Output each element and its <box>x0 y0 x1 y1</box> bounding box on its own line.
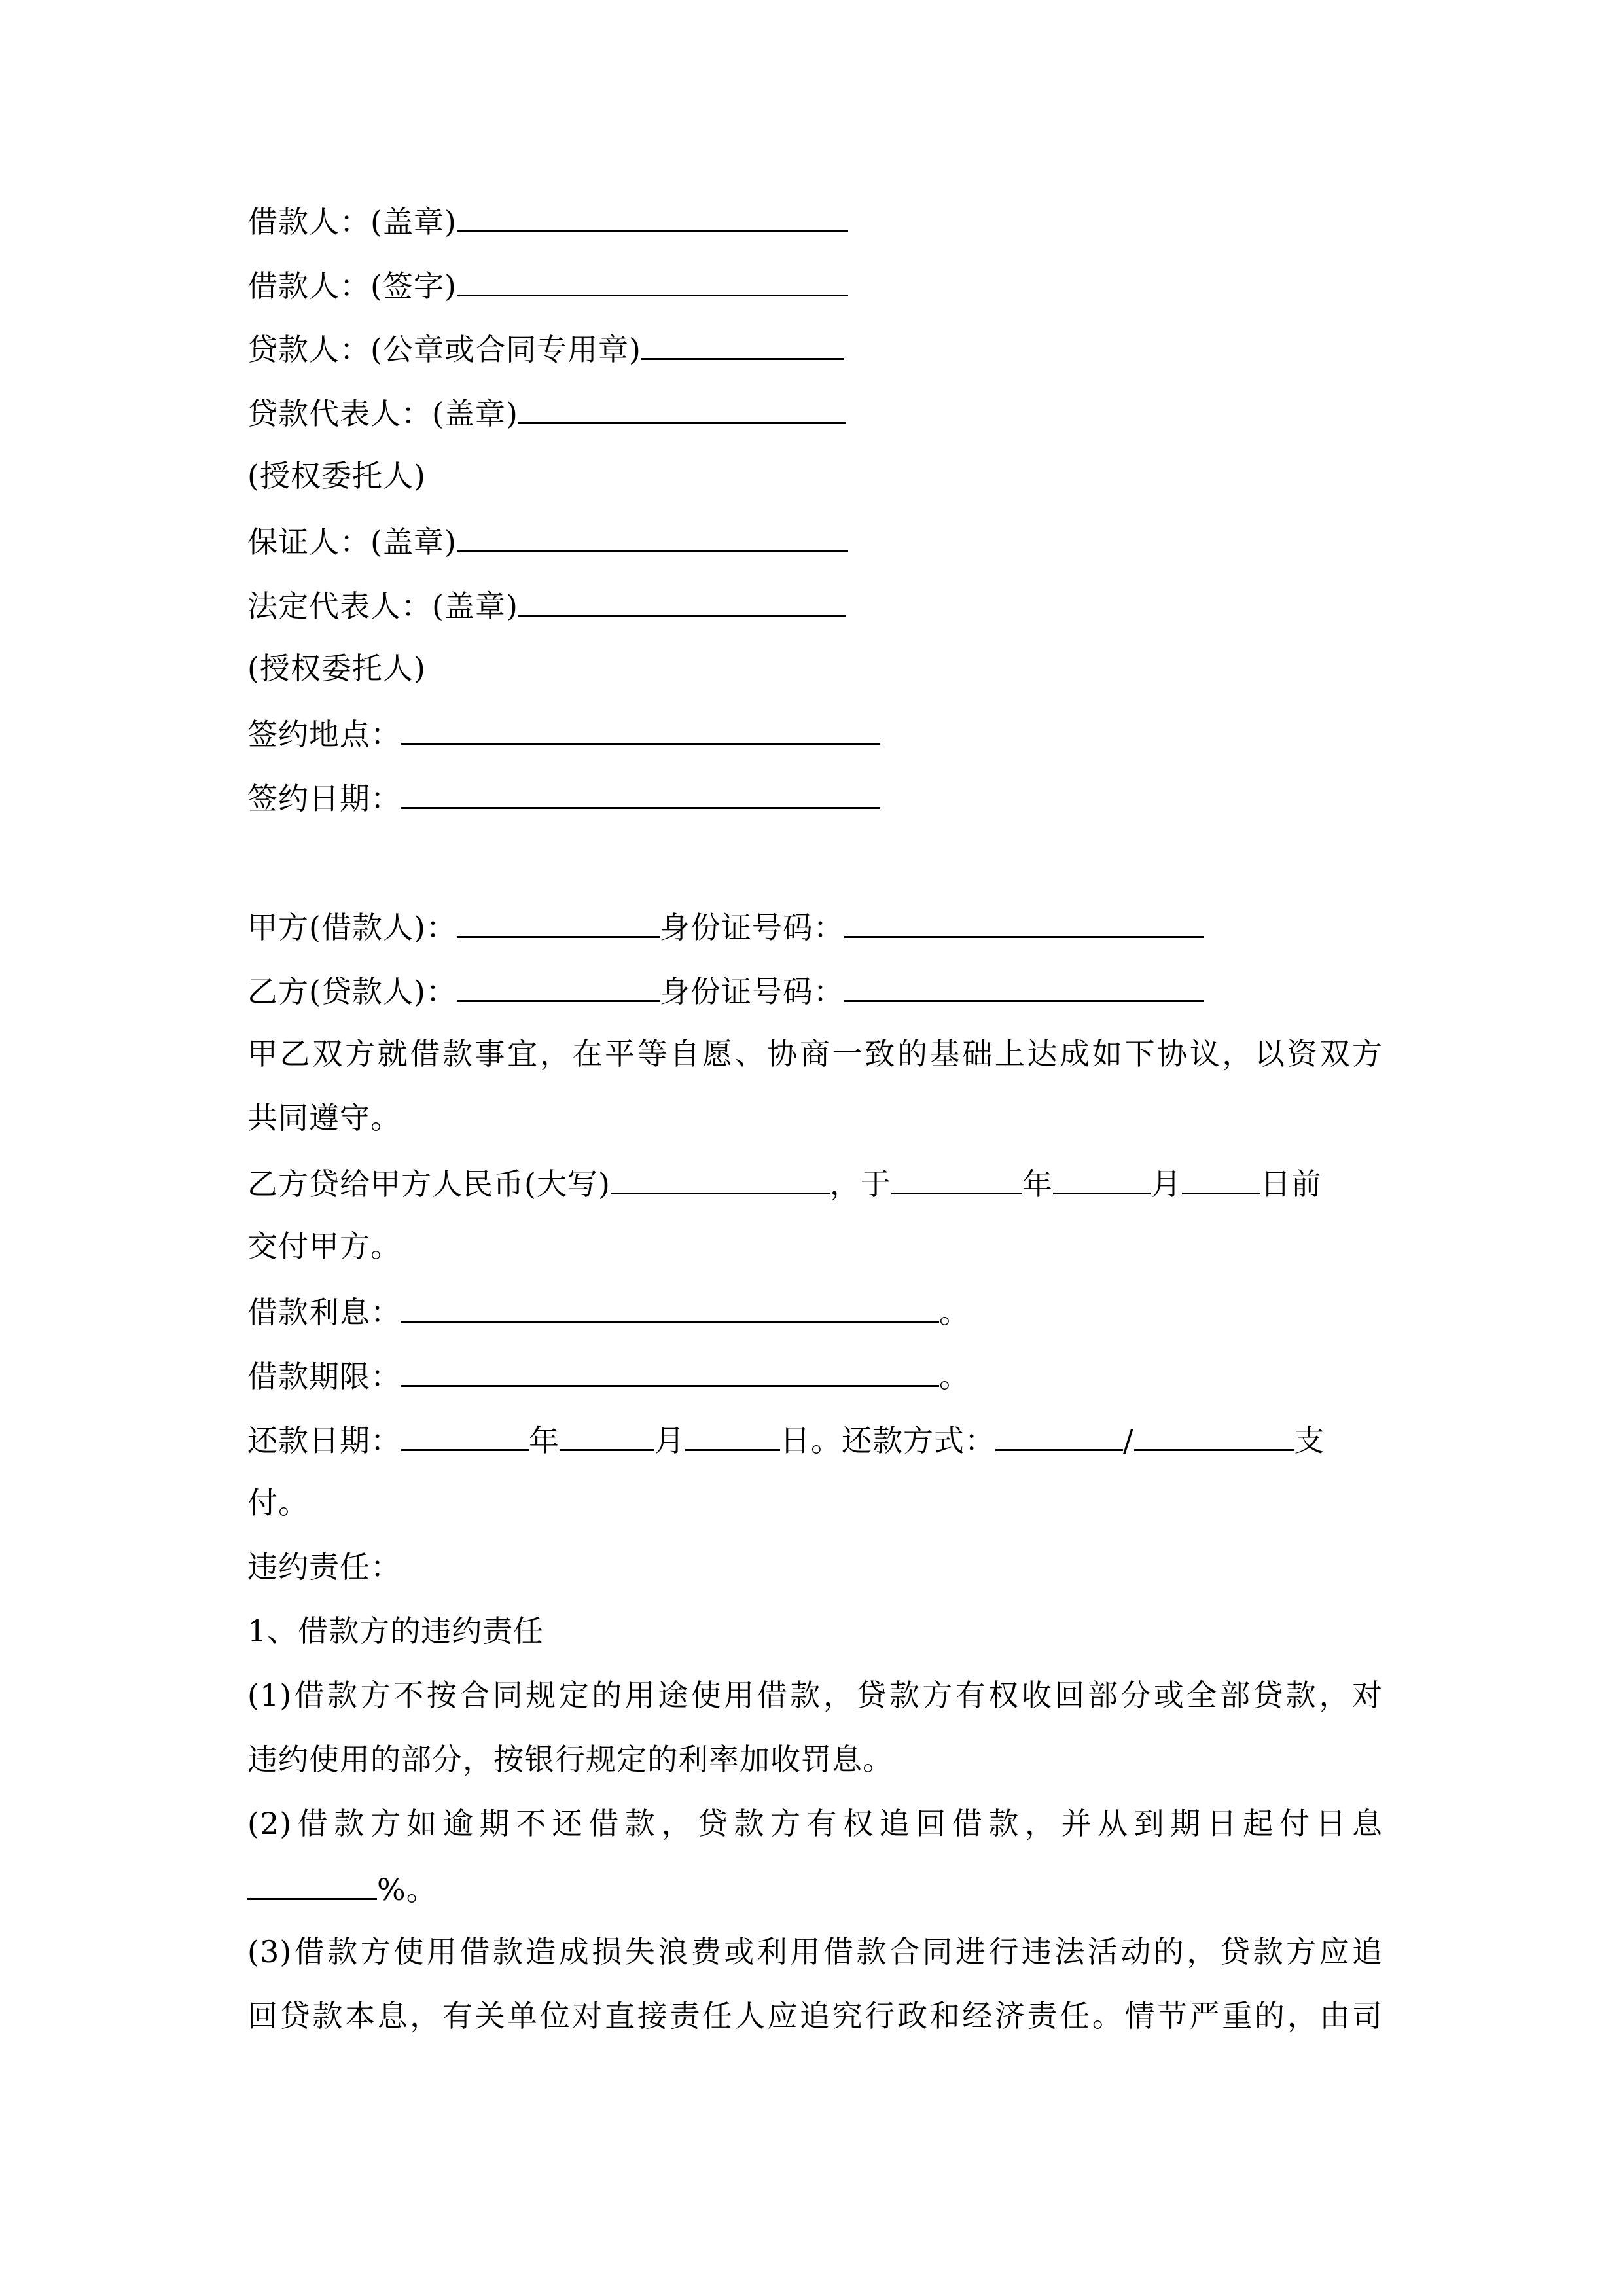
borrower-seal-line <box>247 200 848 242</box>
text: 日。还款方式： <box>780 1423 995 1458</box>
borrower-seal-field[interactable] <box>457 200 848 232</box>
interest-field[interactable] <box>401 1291 939 1323</box>
label: 贷款代表人：(盖章) <box>247 396 518 431</box>
interest-line <box>247 1291 970 1332</box>
sign-date-field[interactable] <box>401 777 880 809</box>
label: 甲方(借款人)： <box>247 910 457 945</box>
repay-day-field[interactable] <box>685 1419 780 1451</box>
repay-line <box>247 1419 1325 1460</box>
label: 借款期限： <box>247 1359 401 1394</box>
party-b-name-field[interactable] <box>457 970 660 1002</box>
label: 签约日期： <box>247 781 401 816</box>
text: 月 <box>1150 1166 1182 1202</box>
label: 还款日期： <box>247 1423 401 1458</box>
item-2-line-1: (2)借款方如逾期不还借款，贷款方有权追回借款，并从到期日起付日息 <box>247 1806 1383 1841</box>
borrower-sign-line <box>247 264 848 306</box>
repay-line-2: 付。 <box>247 1485 309 1520</box>
repay-month-field[interactable] <box>560 1419 654 1451</box>
label: 保证人：(盖章) <box>247 524 457 560</box>
authorized-line-1: (授权委托人) <box>247 458 426 493</box>
text: / <box>1123 1423 1134 1458</box>
text: ，于 <box>829 1166 891 1202</box>
repay-method-field-1[interactable] <box>995 1419 1123 1451</box>
repay-method-field-2[interactable] <box>1134 1419 1294 1451</box>
text: 月 <box>654 1423 685 1458</box>
section-1-heading: 1、借款方的违约责任 <box>247 1613 544 1649</box>
item-3-line-2: 回贷款本息，有关单位对直接责任人应追究行政和经济责任。情节严重的，由司 <box>247 1998 1383 2034</box>
guarantor-field[interactable] <box>457 520 848 552</box>
item-3-line-1: (3)借款方使用借款造成损失浪费或利用借款合同进行违法活动的，贷款方应追 <box>247 1934 1383 1969</box>
label: 借款人：(盖章) <box>247 204 457 240</box>
month-field[interactable] <box>1053 1162 1151 1194</box>
intro-line-1: 甲乙双方就借款事宜，在平等自愿、协商一致的基础上达成如下协议，以资双方 <box>247 1036 1383 1071</box>
lender-seal-line <box>247 328 844 369</box>
liability-heading: 违约责任： <box>247 1549 401 1585</box>
text: 年 <box>529 1423 560 1458</box>
term-field[interactable] <box>401 1355 939 1387</box>
loan-delivery-line: 交付甲方。 <box>247 1229 401 1264</box>
term-line <box>247 1355 970 1396</box>
sign-place-field[interactable] <box>401 713 880 745</box>
label: 借款人：(签字) <box>247 268 457 304</box>
sign-date-line <box>247 777 880 818</box>
loan-amount-line <box>247 1162 1322 1204</box>
year-field[interactable] <box>891 1162 1022 1194</box>
borrower-sign-field[interactable] <box>457 264 848 296</box>
text: 年 <box>1022 1166 1053 1202</box>
label: 签约地点： <box>247 717 401 752</box>
repay-year-field[interactable] <box>401 1419 529 1451</box>
lender-rep-field[interactable] <box>518 392 846 424</box>
text: 。 <box>939 1295 970 1330</box>
text: 支 <box>1294 1423 1325 1458</box>
id-label: 身份证号码： <box>659 910 844 945</box>
lender-seal-field[interactable] <box>641 328 844 360</box>
lender-rep-line <box>247 392 846 433</box>
party-b-id-field[interactable] <box>844 970 1204 1002</box>
legal-rep-line <box>247 584 846 626</box>
label: 贷款人：(公章或合同专用章) <box>247 332 641 367</box>
legal-rep-field[interactable] <box>518 584 846 617</box>
guarantor-line <box>247 520 848 562</box>
party-a-line <box>247 906 1204 947</box>
label: 乙方贷给甲方人民币(大写) <box>247 1166 611 1202</box>
daily-interest-field[interactable] <box>247 1868 377 1900</box>
label: 借款利息： <box>247 1295 401 1330</box>
text: 日前 <box>1260 1166 1322 1202</box>
party-b-line <box>247 970 1204 1011</box>
authorized-line-2: (授权委托人) <box>247 651 426 686</box>
label: 乙方(贷款人)： <box>247 974 457 1009</box>
item-2-line-2 <box>247 1868 437 1909</box>
id-label: 身份证号码： <box>659 974 844 1009</box>
day-field[interactable] <box>1182 1162 1260 1194</box>
party-a-name-field[interactable] <box>457 906 660 938</box>
sign-place-line <box>247 713 880 754</box>
item-1-line-2: 违约使用的部分，按银行规定的利率加收罚息。 <box>247 1742 893 1777</box>
item-1-line-1: (1)借款方不按合同规定的用途使用借款，贷款方有权收回部分或全部贷款，对 <box>247 1677 1383 1713</box>
label: 法定代表人：(盖章) <box>247 588 518 624</box>
intro-line-2: 共同遵守。 <box>247 1100 401 1136</box>
text: %。 <box>377 1872 437 1907</box>
party-a-id-field[interactable] <box>844 906 1204 938</box>
amount-field[interactable] <box>611 1162 830 1194</box>
text: 。 <box>939 1359 970 1394</box>
